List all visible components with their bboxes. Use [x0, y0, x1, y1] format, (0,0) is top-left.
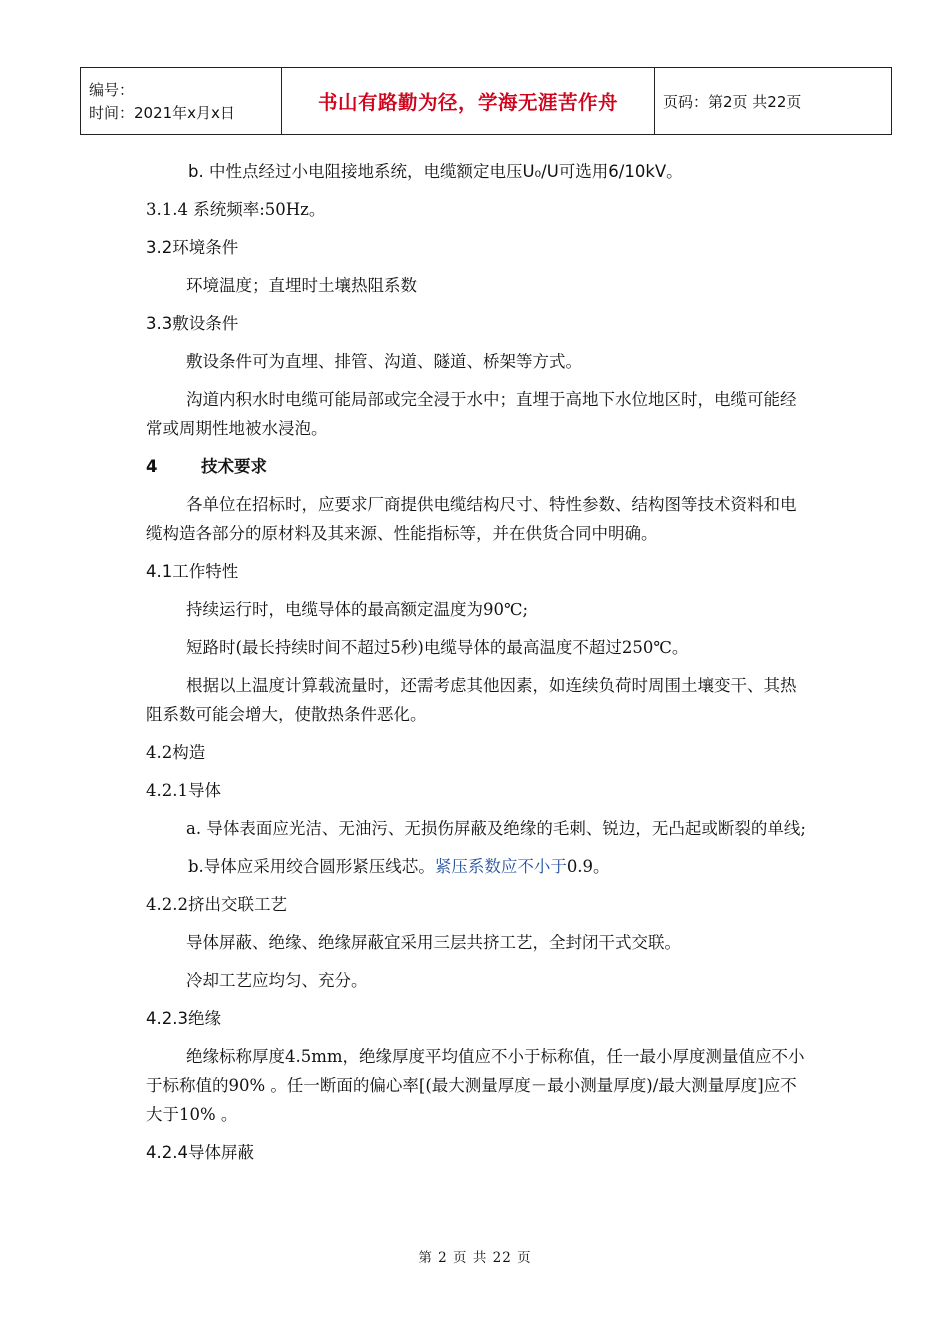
heading-3-3: 3.3敷设条件	[146, 314, 239, 333]
paragraph-continuous-temp: 持续运行时，电缆导体的最高额定温度为90℃;	[186, 600, 529, 619]
paragraph-coextrusion: 导体屏蔽、绝缘、绝缘屏蔽宜采用三层共挤工艺，全封闭干式交联。	[186, 933, 681, 952]
heading-4	[146, 452, 806, 481]
document-body	[146, 160, 806, 1167]
document-time-label: 时间：2021年x月x日	[89, 104, 235, 122]
compaction-highlight: 紧压系数应不小于	[434, 857, 567, 876]
paragraph-cooling: 冷却工艺应均匀、充分。	[186, 971, 368, 990]
paragraph-ampacity-note: 根据以上温度计算载流量时，还需考虑其他因素，如连续负荷时周围土壤变干、其热阻系数可能会增大，使散热条件恶化。	[146, 676, 797, 724]
header-page-cell	[655, 68, 892, 135]
header-motto-cell	[282, 68, 655, 135]
heading-4-2: 4.2构造	[146, 743, 206, 762]
paragraph-short-circuit-temp: 短路时(最长持续时间不超过5秒)电缆导体的最高温度不超过250℃。	[186, 638, 689, 657]
page-footer: 第 2 页 共 22 页	[418, 1250, 532, 1266]
heading-4-2-2: 4.2.2挤出交联工艺	[146, 895, 287, 914]
paragraph-laying-methods: 敷设条件可为直埋、排管、沟道、隧道、桥架等方式。	[186, 352, 582, 371]
heading-4-2-1: 4.2.1导体	[146, 781, 221, 800]
paragraph-conductor-surface: a. 导体表面应光洁、无油污、无损伤屏蔽及绝缘的毛刺、锐边，无凸起或断裂的单线;	[186, 819, 806, 838]
paragraph-environment: 环境温度；直埋时土壤热阻系数	[186, 276, 417, 295]
heading-4-2-4: 4.2.4导体屏蔽	[146, 1143, 254, 1162]
heading-4-number: 4	[146, 457, 158, 476]
document-header	[80, 67, 892, 135]
heading-4-title: 技术要求	[201, 457, 267, 476]
heading-3-2: 3.2环境条件	[146, 238, 239, 257]
document-number-label: 编号：	[89, 81, 135, 99]
paragraph-neutral-point: b. 中性点经过小电阻接地系统，电缆额定电压U₀/U可选用6/10kV。	[188, 162, 683, 181]
compaction-value: 0.9。	[566, 857, 610, 876]
compaction-text: b.导体应采用绞合圆形紧压线芯。	[188, 857, 435, 876]
paragraph-insulation-thickness: 绝缘标称厚度4.5mm，绝缘厚度平均值应不小于标称值，任一最小厚度测量值应不小于标称值的90% 。任一断面的偏心率[(最大测量厚度－最小测量厚度)/最大测量厚度]应不大于10% 。	[146, 1047, 805, 1124]
header-page-info: 页码：第2页 共22页	[663, 92, 802, 111]
heading-4-2-3: 4.2.3绝缘	[146, 1009, 221, 1028]
header-meta-cell	[81, 68, 282, 135]
paragraph-water-immersion: 沟道内积水时电缆可能局部或完全浸于水中；直埋于高地下水位地区时，电缆可能经常或周期性地被水浸泡。	[146, 390, 797, 438]
heading-4-1: 4.1工作特性	[146, 562, 239, 581]
paragraph-conductor-compaction	[146, 852, 806, 881]
section-3-1-4: 3.1.4 系统频率:50Hz。	[146, 200, 326, 219]
header-motto: 书山有路勤为径，学海无涯苦作舟	[317, 91, 618, 114]
paragraph-tender-requirements: 各单位在招标时，应要求厂商提供电缆结构尺寸、特性参数、结构图等技术资料和电缆构造各部分的原材料及其来源、性能指标等，并在供货合同中明确。	[146, 495, 797, 543]
